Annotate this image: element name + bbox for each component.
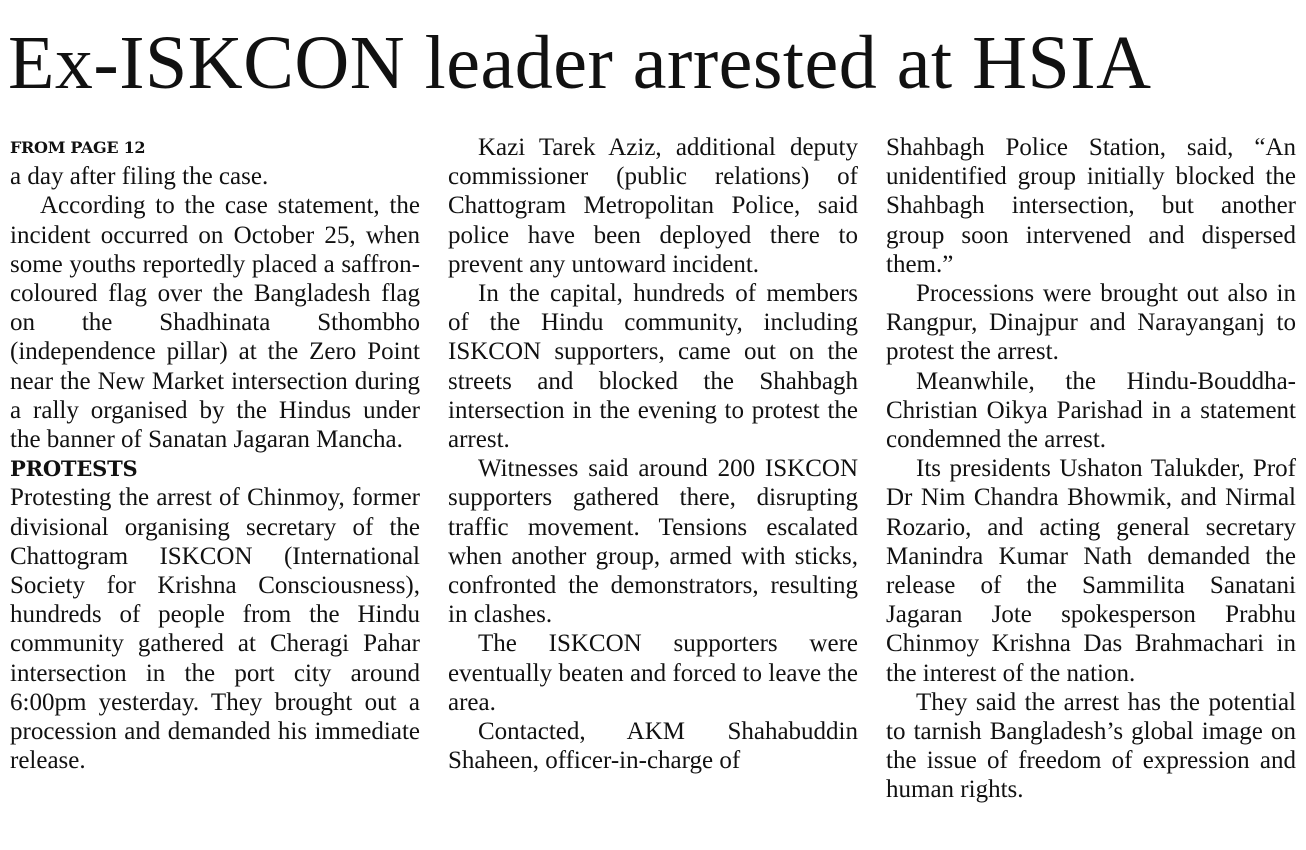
article-column-2: [448, 133, 858, 775]
article-paragraph: According to the case statement, the incident occurred on October 25, when some youths reportedly placed a saffron-coloured flag over the Bangladesh flag on the Shadhinata Sthombho (independence pillar) at the Zero Point near the New Market intersection during a rally organised by the Hindus under the banner of Sanatan Jagaran Mancha.: [10, 192, 420, 454]
article-paragraph: In the capital, hundreds of members of the Hindu community, including ISKCON supporters, came out on the streets and blocked the Shahbagh intersection in the evening to protest the arrest.: [448, 280, 858, 454]
article-headline: Ex-ISKCON leader arrested at HSIA: [8, 21, 1152, 105]
article-paragraph: They said the arrest has the potential to tarnish Bangladesh’s global image on the issue of freedom of expression and human rights.: [886, 688, 1296, 804]
continued-from-label: FROM PAGE 12: [10, 138, 146, 157]
article-paragraph: Contacted, AKM Shahabuddin Shaheen, officer-in-charge of: [448, 718, 858, 775]
article-paragraph: a day after filing the case.: [10, 163, 269, 191]
article-paragraph: Protesting the arrest of Chinmoy, former divisional organising secretary of the Chattogram ISKCON (International Society for Krishna Consciousness), hundreds of people from the Hindu community gathered at Cheragi Pahar intersection in the port city around 6:00pm yesterday. They brought out a procession and demanded his immediate release.: [10, 484, 420, 775]
article-paragraph: Processions were brought out also in Rangpur, Dinajpur and Narayanganj to protest the arrest.: [886, 280, 1296, 366]
article-paragraph: Witnesses said around 200 ISKCON supporters gathered there, disrupting traffic movement. Tensions escalated when another group, armed with sticks, confronted the demonstrators, resulting in clashes.: [448, 455, 858, 629]
article-paragraph: Kazi Tarek Aziz, additional deputy commissioner (public relations) of Chattogram Metropolitan Police, said police have been deployed there to prevent any untoward incident.: [448, 134, 858, 278]
section-subhead: PROTESTS: [10, 456, 138, 482]
article-column-3: [886, 133, 1296, 805]
article-column-1: [10, 133, 420, 775]
article-paragraph: Shahbagh Police Station, said, “An unidentified group initially blocked the Shahbagh intersection, but another group soon intervened and dispersed them.”: [886, 134, 1296, 278]
article-paragraph: Meanwhile, the Hindu-Bouddha-Christian Oikya Parishad in a statement condemned the arrest.: [886, 367, 1296, 454]
article-paragraph: Its presidents Ushaton Talukder, Prof Dr Nim Chandra Bhowmik, and Nirmal Rozario, and acting general secretary Manindra Kumar Nath demanded the release of the Sammilita Sanatani Jagaran Jote spokesperson Prabhu Chinmoy Krishna Das Brahmachari in the interest of the nation.: [886, 455, 1296, 687]
article-paragraph: The ISKCON supporters were eventually beaten and forced to leave the area.: [448, 630, 858, 716]
